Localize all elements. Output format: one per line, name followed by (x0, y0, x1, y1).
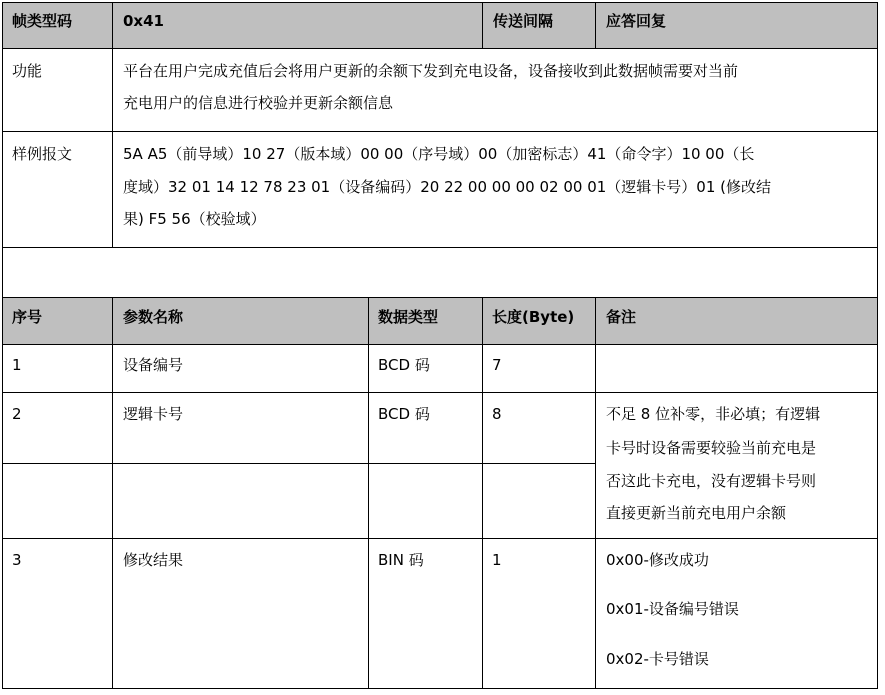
row2-no: 2 (12, 405, 22, 423)
grid-line (2, 2, 878, 3)
sample-text-line: 度域）32 01 14 12 78 23 01（设备编码）20 22 00 00 00 02 00 01（逻辑卡号）01 (修改结 (123, 178, 771, 196)
row3-note-line: 0x01-设备编号错误 (606, 600, 739, 618)
row3-length: 1 (492, 551, 502, 569)
row2-note-line: 否这此卡充电，没有逻辑卡号则 (606, 472, 817, 490)
row3-note-line: 0x00-修改成功 (606, 551, 709, 569)
grid-line (2, 2, 3, 689)
grid-line (2, 344, 878, 345)
row1-type: BCD 码 (378, 356, 430, 374)
sample-label: 样例报文 (12, 145, 73, 163)
grid-line (2, 463, 595, 464)
interval-label: 传送间隔 (493, 12, 554, 30)
grid-line (2, 688, 878, 689)
row3-no: 3 (12, 551, 22, 569)
response-label: 应答回复 (606, 12, 667, 30)
grid-line (2, 48, 878, 49)
row1-no: 1 (12, 356, 22, 374)
grid-line (595, 297, 596, 689)
row3-name: 修改结果 (123, 551, 184, 569)
grid-line (368, 297, 369, 689)
col-header-no: 序号 (12, 308, 43, 326)
frame-type-value: 0x41 (123, 12, 164, 30)
grid-line (112, 297, 113, 689)
row1-name: 设备编号 (123, 356, 184, 374)
col-header-note: 备注 (606, 308, 637, 326)
row1-length: 7 (492, 356, 502, 374)
row2-note-line: 不足 8 位补零，非必填；有逻辑 (606, 405, 821, 423)
row2-note-line: 直接更新当前充电用户余额 (606, 504, 787, 522)
grid-line (2, 247, 878, 248)
grid-line (2, 392, 878, 393)
function-label: 功能 (12, 62, 43, 80)
grid-line (482, 297, 483, 689)
function-text-line: 充电用户的信息进行校验并更新余额信息 (123, 94, 394, 112)
row3-note-line: 0x02-卡号错误 (606, 650, 709, 668)
row3-type: BIN 码 (378, 551, 424, 569)
grid-line (112, 2, 113, 248)
col-header-length: 长度(Byte) (492, 308, 575, 326)
col-header-name: 参数名称 (123, 308, 184, 326)
row2-note-line: 卡号时设备需要较验当前充电是 (606, 439, 817, 457)
row2-length: 8 (492, 405, 502, 423)
grid-line (877, 2, 878, 689)
grid-line (2, 538, 878, 539)
grid-line (595, 2, 596, 49)
row2-name: 逻辑卡号 (123, 405, 184, 423)
function-text-line: 平台在用户完成充值后会将用户更新的余额下发到充电设备，设备接收到此数据帧需要对当前 (123, 62, 739, 80)
col-header-type: 数据类型 (378, 308, 439, 326)
grid-line (482, 2, 483, 49)
grid-line (2, 131, 878, 132)
grid-line (2, 297, 878, 298)
sample-text-line: 5A A5（前导域）10 27（版本域）00 00（序号域）00（加密标志）41（命令字）10 00（长 (123, 145, 755, 163)
frame-type-label: 帧类型码 (12, 12, 73, 30)
sample-text-line: 果) F5 56（校验域） (123, 210, 266, 228)
row2-type: BCD 码 (378, 405, 430, 423)
